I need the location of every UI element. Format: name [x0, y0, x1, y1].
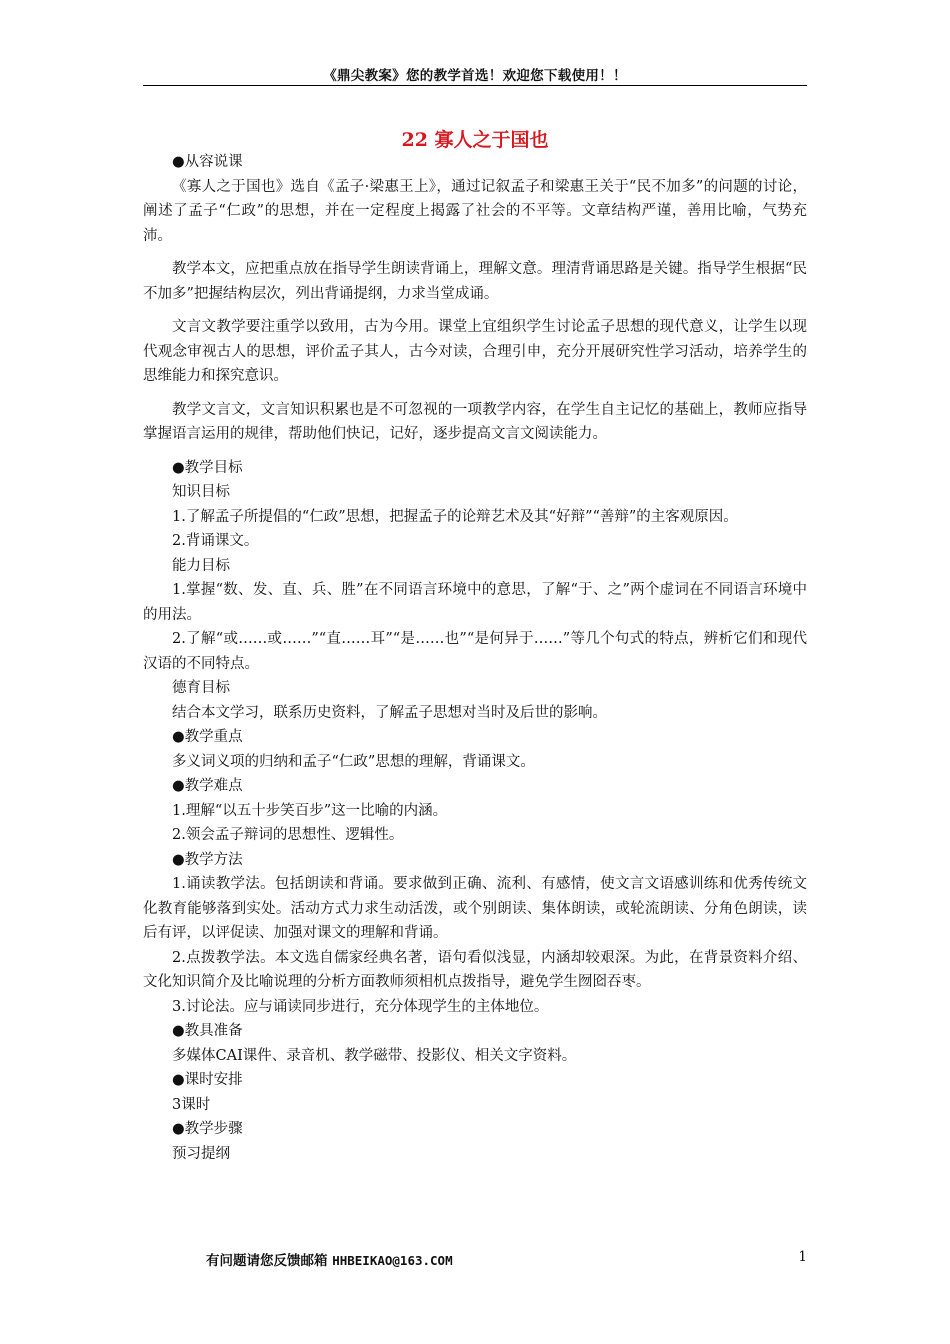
footer-email[interactable]: HHBEIKAO@163.COM	[332, 1253, 453, 1268]
footer-feedback	[206, 1249, 453, 1269]
page-number: 1	[798, 1249, 807, 1265]
paragraph: 1.掌握“数、发、直、兵、胜”在不同语言环境中的意思，了解“于、之”两个虚词在不同语言环境中的用法。	[143, 582, 807, 623]
section-heading: ●教学目标	[172, 459, 243, 476]
document-body	[143, 150, 807, 1166]
paragraph: 2.背诵课文。	[172, 533, 259, 549]
page-header: 《鼎尖教案》您的教学首选！欢迎您下载使用！！	[323, 68, 627, 84]
header-divider	[143, 85, 807, 86]
paragraph: 3课时	[172, 1096, 211, 1113]
section-heading: ●课时安排	[172, 1072, 243, 1088]
section-heading: ●教学步骤	[172, 1121, 243, 1137]
paragraph: 知识目标	[172, 484, 230, 500]
paragraph: 多义词义项的归纳和孟子“仁政”思想的理解，背诵课文。	[172, 753, 535, 770]
paragraph: 预习提纲	[172, 1145, 230, 1162]
paragraph: 3.讨论法。应与诵读同步进行，充分体现学生的主体地位。	[172, 998, 549, 1015]
paragraph: 多媒体CAI课件、录音机、教学磁带、投影仪、相关文字资料。	[172, 1047, 577, 1064]
section-heading: ●教学重点	[172, 729, 243, 745]
paragraph: 能力目标	[172, 557, 230, 574]
lesson-title: 22 寡人之于国也	[401, 129, 549, 151]
paragraph: 教学文言文，文言知识积累也是不可忽视的一项教学内容，在学生自主记忆的基础上，教师应指导掌握语言运用的规律，帮助他们快记，记好，逐步提高文言文阅读能力。	[143, 401, 807, 442]
paragraph: 《寡人之于国也》选自《孟子·梁惠王上》，通过记叙孟子和梁惠王关于“民不加多”的问题的讨论，阐述了孟子“仁政”的思想，并在一定程度上揭露了社会的不平等。文章结构严谨，善用比喻，气势充沛。	[143, 178, 807, 244]
section-heading: ●教学难点	[172, 778, 243, 794]
section-heading: ●从容说课	[172, 154, 243, 170]
paragraph: 1.理解“以五十步笑百步”这一比喻的内涵。	[172, 802, 448, 819]
paragraph: 文言文教学要注重学以致用，古为今用。课堂上宜组织学生讨论孟子思想的现代意义，让学生以现代观念审视古人的思想，评价孟子其人，古今对读，合理引申，充分开展研究性学习活动，培养学生的思维能力和探究意识。	[143, 319, 807, 384]
section-heading: ●教具准备	[172, 1023, 243, 1039]
paragraph: 结合本文学习，联系历史资料，了解孟子思想对当时及后世的影响。	[172, 704, 607, 721]
footer-label: 有问题请您反馈邮箱	[206, 1253, 328, 1269]
paragraph: 2.点拨教学法。本文选自儒家经典名著，语句看似浅显，内涵却较艰深。为此，在背景资料介绍、文化知识简介及比喻说理的分析方面教师须相机点拨指导，避免学生囫囵吞枣。	[143, 949, 807, 990]
paragraph: 1.了解孟子所提倡的“仁政”思想，把握孟子的论辩艺术及其“好辩”“善辩”的主客观原因。	[172, 508, 738, 525]
paragraph: 2.了解“或……或……”“直……耳”“是……也”“是何异于……”等几个句式的特点，辨析它们和现代汉语的不同特点。	[143, 631, 807, 672]
section-heading: ●教学方法	[172, 851, 243, 868]
paragraph: 德育目标	[172, 680, 230, 696]
paragraph: 1.诵读教学法。包括朗读和背诵。要求做到正确、流利、有感情，使文言文语感训练和优秀传统文化教育能够落到实处。活动方式力求生动活泼，或个别朗读、集体朗读，或轮流朗读、分角色朗读，读后有评，以评促读、加强对课文的理解和背诵。	[143, 876, 807, 941]
paragraph: 教学本文，应把重点放在指导学生朗读背诵上，理解文意。理清背诵思路是关键。指导学生根据“民不加多”把握结构层次，列出背诵提纲，力求当堂成诵。	[143, 261, 807, 302]
paragraph: 2.领会孟子辩词的思想性、逻辑性。	[172, 827, 404, 843]
